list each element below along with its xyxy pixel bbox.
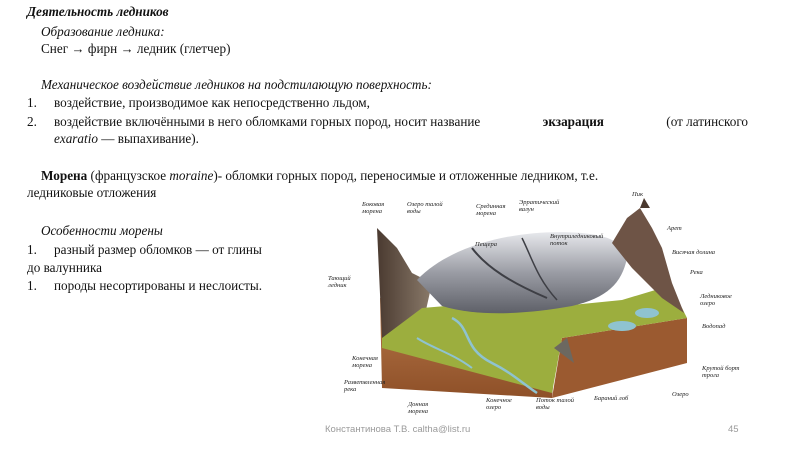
feature-item-1-cont: до валунника [27,260,103,275]
label-meltwater-lake: Озеро талой [407,201,443,208]
label-medial-moraine: морена [476,210,497,217]
label-steep-wall: Крутой борт [702,365,740,372]
label-cave: Пещера [475,241,498,248]
label-ground-moraine: Донная [408,401,429,408]
label-lake: Озеро [672,391,689,398]
label-ground-moraine: морена [408,408,429,415]
label-hanging-valley: Висячая долина [672,249,716,256]
mechanical-item-2-text: воздействие включёнными в него обломками горных пород, носит название [54,114,481,129]
latin-term: exaratio [54,131,98,146]
formation-chain: Снег → фирн → ледник (глетчер) [41,41,231,56]
label-braided-river: Разветвленная [344,379,386,386]
formation-title: Образование ледника: [41,24,165,39]
feature-item-1: разный размер обломков — от глины [54,242,262,257]
label-terminal-lake: Конечное [486,397,512,404]
label-arete: Арет [667,225,682,232]
label-waterfall: Водопад [702,323,726,330]
label-end-moraine: морена [352,362,373,369]
moraine-rest: )- обломки горных пород, переносимые и отложенные ледником, т.е. [213,168,599,183]
label-melting-glacier: ледник [328,282,347,289]
mechanical-item-2-line2 [54,131,199,147]
list-number: 1. [27,242,37,257]
mechanical-title: Механическое воздействие ледников на подстилающую поверхность: [41,77,432,92]
label-braided-river: река [344,386,357,393]
exaration-term: экзарация [542,114,604,129]
moraine-french: moraine [169,168,214,183]
footer-author: Константинова Т.В. caltha@list.ru [325,424,471,435]
glacier-ice [417,232,627,313]
label-roche: Бараний лоб [594,395,629,402]
features-title: Особенности морены [41,223,163,238]
moraine-definition-line2: ледниковые отложения [27,185,157,200]
label-englacial: Внутриледниковый [550,233,604,240]
label-glacial-lake: озеро [700,300,716,307]
label-medial-moraine: Срединная [476,203,506,210]
label-side-moraine: Боковая [362,201,385,208]
label-end-moraine: Конечная [352,355,378,362]
label-meltwater-stream: воды [536,404,550,411]
feature-item-2: породы несортированы и неслоисты. [54,278,263,293]
label-side-moraine: морена [362,208,383,215]
label-erratic: Эрратический [519,199,560,206]
mechanical-item-1: воздействие, производимое как непосредственно льдом, [54,95,370,110]
moraine-paren: (французское [90,168,170,183]
mechanical-item-2 [54,114,748,130]
list-number: 1. [27,278,37,293]
label-peak: Пик [632,191,643,198]
page-title: Деятельность ледников [27,4,169,19]
list-number: 1. [27,95,37,110]
page-number: 45 [728,424,739,435]
label-river: Река [690,269,703,276]
label-erratic: валун [519,206,534,213]
glacier-diagram [322,188,740,428]
label-meltwater-lake: воды [407,208,421,215]
label-glacial-lake: Ледниковое [700,293,732,300]
label-englacial: поток [550,240,568,247]
list-number: 2. [27,114,37,129]
label-melting-glacier: Тающий [328,275,351,282]
label-meltwater-stream: Поток талой [536,397,574,404]
mechanical-item-2-post: (от латинского [666,114,748,129]
label-terminal-lake: озеро [486,404,502,411]
label-steep-wall: трога [702,372,719,379]
moraine-definition [41,168,748,184]
latin-translation: — выпахивание). [97,131,199,146]
moraine-term: Морена [41,168,88,183]
